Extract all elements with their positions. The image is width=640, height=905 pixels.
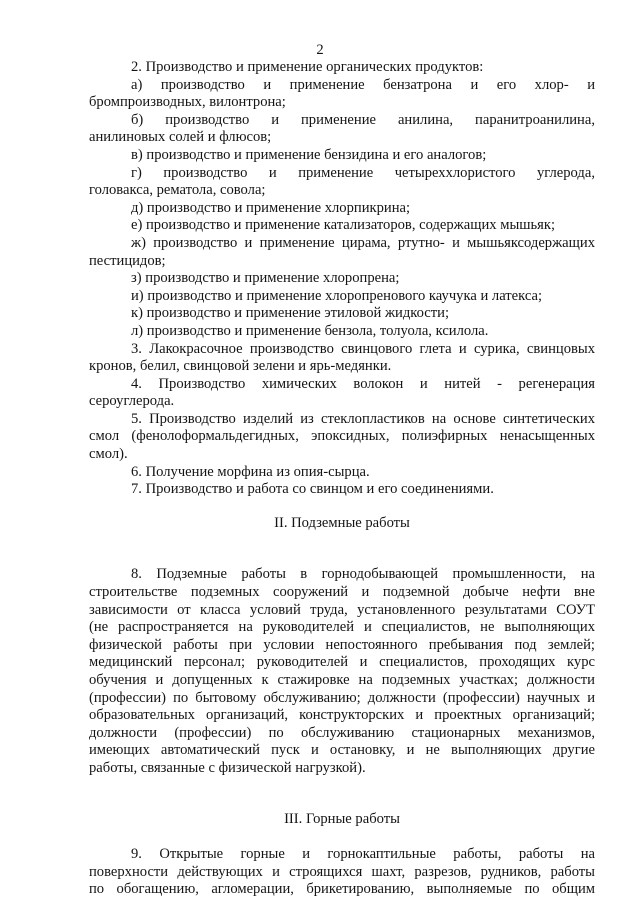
paragraph	[89, 200, 595, 218]
paragraph	[89, 112, 595, 147]
paragraph	[89, 566, 595, 777]
text-line: III. Горные работы	[284, 810, 400, 827]
text-line: обучения и допущенных к стажировке на подземных участках; должности	[89, 672, 595, 688]
text-line: образовательных организаций, конструкторских и проектных организаций;	[89, 707, 595, 724]
text-line: анилиновых солей и флюсов;	[89, 129, 272, 146]
text-line: 5. Производство изделий из стеклопластиков на основе синтетических	[131, 410, 595, 427]
text-line: б) производство и применение анилина, паранитроанилина,	[131, 111, 595, 128]
text-line: 4. Производство химических волокон и нитей - регенерация	[131, 375, 595, 392]
paragraph	[89, 235, 595, 270]
text-line: II. Подземные работы	[274, 514, 410, 531]
text-line: пестицидов;	[89, 252, 166, 269]
text-line: 9. Открытые горные и горнокаптильные работы, работы на	[131, 846, 595, 863]
text-line: по обогащению, агломерации, брикетированию, выполняемые по общим	[89, 881, 595, 898]
text-line: л) производство и применение бензола, толуола, ксилола.	[131, 322, 489, 339]
text-line: е) производство и применение катализаторов, содержащих мышьяк;	[131, 217, 556, 234]
paragraph	[89, 341, 595, 376]
text-line: и) производство и применение хлоропренового каучука и латекса;	[131, 287, 543, 304]
text-line: должности (профессии) по обслуживанию стационарных механизмов,	[89, 724, 595, 741]
paragraph	[89, 305, 595, 323]
text-line: 2. Производство и применение органических продуктов:	[131, 59, 484, 75]
page-number: 2	[316, 42, 324, 58]
text-line: кронов, белил, свинцовой зелени и ярь-медянки.	[89, 358, 392, 375]
text-line: з) производство и применение хлоропрена;	[131, 270, 400, 287]
paragraph	[89, 270, 595, 288]
paragraph	[89, 59, 595, 77]
paragraph	[89, 464, 595, 482]
text-line: 8. Подземные работы в горнодобывающей промышленности, на	[131, 566, 595, 583]
text-line: 3. Лакокрасочное производство свинцового глета и сурика, свинцовых	[131, 340, 595, 357]
paragraph	[89, 165, 595, 200]
text-line: в) производство и применение бензидина и его аналогов;	[131, 146, 487, 163]
document-body	[89, 59, 595, 899]
text-line: имеющих автоматический пуск и остановку, и не выполняющих другие	[89, 742, 595, 759]
paragraph	[89, 288, 595, 306]
paragraph	[89, 411, 595, 464]
text-line: г) производство и применение четыреххлористого углерода,	[131, 164, 595, 181]
paragraph	[89, 481, 595, 499]
text-line: смол (фенолоформальдегидных, эпоксидных, полиэфирных ненасыщенных	[89, 428, 595, 445]
paragraph	[89, 323, 595, 341]
text-line: сероуглерода.	[89, 393, 175, 410]
text-line: медицинский персонал; руководителей и специалистов, проходящих курс	[89, 654, 595, 671]
text-line: работы, связанные с физической нагрузкой).	[89, 759, 366, 776]
text-line: (не распространяется на руководителей и специалистов, не выполняющих	[89, 619, 595, 636]
text-line: смол).	[89, 446, 128, 463]
text-line: к) производство и применение этиловой жидкости;	[131, 305, 450, 322]
text-line: поверхности действующих и строящихся шахт, разрезов, рудников, работы	[89, 863, 595, 880]
text-line: головакса, рематола, совола;	[89, 182, 266, 199]
text-line: 6. Получение морфина из опия-сырца.	[131, 463, 370, 480]
text-line: 7. Производство и работа со свинцом и его соединениями.	[131, 481, 494, 498]
text-line: зависимости от класса условий труда, установленного результатами СОУТ	[89, 601, 595, 618]
paragraph	[89, 846, 595, 899]
text-line: ж) производство и применение цирама, ртутно- и мышьяксодержащих	[131, 234, 595, 251]
paragraph	[89, 217, 595, 235]
text-line: (профессии) по бытовому обслуживанию; должности (профессии) научных и	[89, 689, 595, 706]
text-line: физической работы при условии непостоянного пребывания под землей;	[89, 636, 595, 653]
text-line: д) производство и применение хлорпикрина;	[131, 199, 411, 216]
text-line: а) производство и применение бензатрона и его хлор- и	[131, 76, 595, 93]
text-line: строительстве подземных сооружений и подземной добыче нефти вне	[89, 584, 595, 601]
paragraph	[89, 376, 595, 411]
section-heading	[89, 811, 595, 829]
paragraph	[89, 147, 595, 165]
text-line: бромпроизводных, вилонтрона;	[89, 94, 286, 111]
paragraph	[89, 77, 595, 112]
section-heading	[89, 515, 595, 533]
